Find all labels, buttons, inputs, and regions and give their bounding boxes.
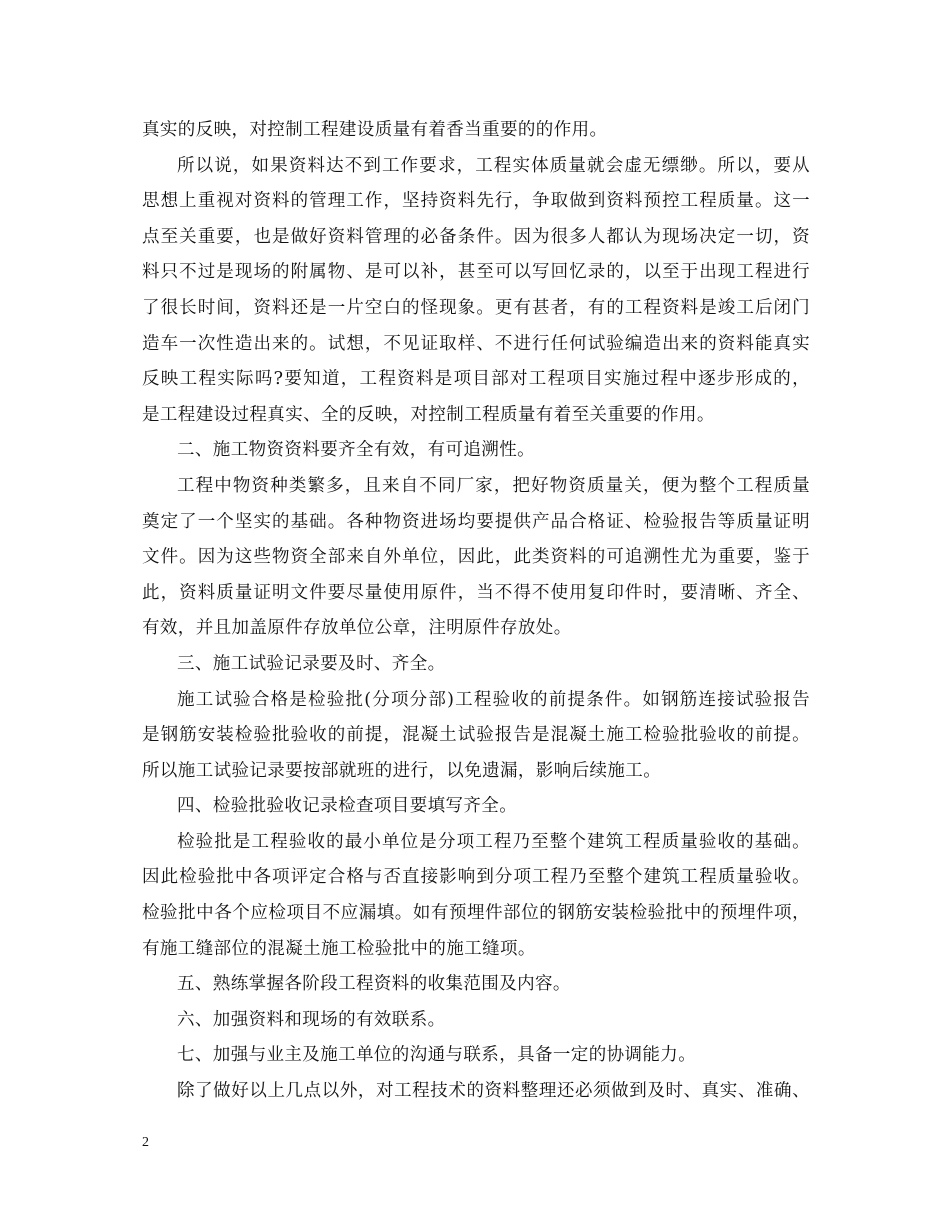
text-line: 是工程建设过程真实、全的反映，对控制工程质量有着至关重要的作用。 (142, 404, 715, 425)
text-line: 检验批是工程验收的最小单位是分项工程乃至整个建筑工程质量验收的基础。 (177, 831, 810, 852)
text-line: 料只不过是现场的附属物、是可以补，甚至可以写回忆录的，以至于出现工程进行 (142, 262, 810, 283)
text-line: 有施工缝部位的混凝土施工检验批中的施工缝项。 (142, 938, 536, 959)
text-line: 检验批中各个应检项目不应漏填。如有预埋件部位的钢筋安装检验批中的预埋件项， (142, 903, 810, 924)
text-line: 文件。因为这些物资全部来自外单位，因此，此类资料的可追溯性尤为重要，鉴于 (142, 547, 810, 568)
page-number: 2 (142, 1135, 149, 1150)
text-line: 点至关重要，也是做好资料管理的必备条件。因为很多人都认为现场决定一切，资 (142, 226, 810, 247)
text-line: 六、加强资料和现场的有效联系。 (177, 1009, 446, 1030)
text-line: 工程中物资种类繁多，且来自不同厂家，把好物资质量关，便为整个工程质量 (177, 475, 810, 496)
text-line: 奠定了一个坚实的基础。各种物资进场均要提供产品合格证、检验报告等质量证明 (142, 511, 810, 532)
text-line: 有效，并且加盖原件存放单位公章，注明原件存放处。 (142, 618, 572, 639)
text-line: 了很长时间，资料还是一片空白的怪现象。更有甚者，有的工程资料是竣工后闭门 (142, 297, 810, 318)
text-line: 所以施工试验记录要按部就班的进行，以免遗漏，影响后续施工。 (142, 760, 662, 781)
text-line: 思想上重视对资料的管理工作，坚持资料先行，争取做到资料预控工程质量。这一 (142, 191, 810, 212)
text-line: 因此检验批中各项评定合格与否直接影响到分项工程乃至整个建筑工程质量验收。 (142, 867, 810, 888)
text-line: 施工试验合格是检验批(分项分部)工程验收的前提条件。如钢筋连接试验报告 (177, 689, 810, 710)
text-line: 造车一次性造出来的。试想，不见证取样、不进行任何试验编造出来的资料能真实 (142, 333, 810, 354)
text-line: 二、施工物资资料要齐全有效，有可追溯性。 (177, 440, 535, 461)
text-line: 是钢筋安装检验批验收的前提，混凝土试验报告是混凝土施工检验批验收的前提。 (142, 725, 810, 746)
text-line: 四、检验批验收记录检查项目要填写齐全。 (177, 796, 518, 817)
text-line: 七、加强与业主及施工单位的沟通与联系，具备一定的协调能力。 (177, 1045, 697, 1066)
text-line: 所以说，如果资料达不到工作要求，工程实体质量就会虚无缥缈。所以，要从 (177, 155, 810, 176)
text-line: 此，资料质量证明文件要尽量使用原件，当不得不使用复印件时，要清晰、齐全、 (142, 582, 810, 603)
text-line: 反映工程实际吗?要知道，工程资料是项目部对工程项目实施过程中逐步形成的， (142, 369, 810, 390)
text-line: 真实的反映，对控制工程建设质量有着香当重要的的作用。 (142, 120, 608, 140)
text-line: 三、施工试验记录要及时、齐全。 (177, 653, 446, 674)
text-line: 五、熟练掌握各阶段工程资料的收集范围及内容。 (177, 974, 571, 995)
document-body (142, 113, 810, 1110)
text-line: 除了做好以上几点以外，对工程技术的资料整理还必须做到及时、真实、准确、 (177, 1081, 810, 1102)
